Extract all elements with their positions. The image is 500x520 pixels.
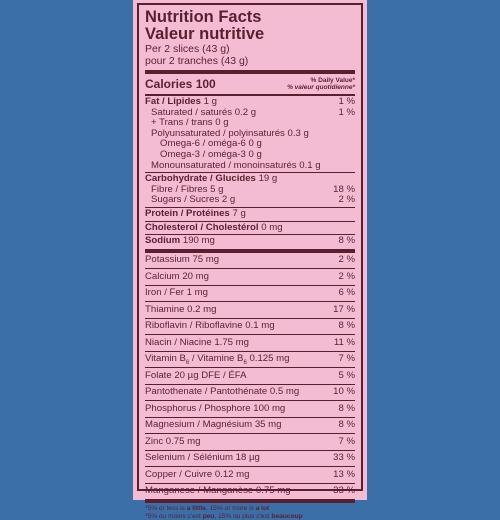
cholesterol-amount: 0 mg — [261, 221, 283, 233]
nutrient-pct: 8 % — [338, 419, 355, 431]
nutrient-row — [145, 483, 355, 500]
carb-label: Carbohydrate / Glucides — [145, 173, 256, 185]
nutrient-pct: 7 % — [338, 435, 355, 447]
nutrient-label: Thiamine 0.2 mg — [145, 303, 217, 315]
fibre-pct: 18 % — [333, 183, 355, 195]
vitamin-b6-en: Vitamin B — [145, 353, 186, 365]
nutrient-pct: 2 % — [338, 254, 355, 266]
subscript: 6 — [243, 360, 247, 367]
nutrient-pct: 5 % — [338, 369, 355, 381]
protein-label: Protein / Protéines — [145, 207, 230, 219]
sugars-pct: 2 % — [338, 194, 355, 206]
protein-row — [145, 208, 355, 221]
carb-group — [145, 173, 355, 207]
poly-label: Polyunsaturated / polyinsaturés 0.3 g — [151, 127, 309, 139]
nutrient-row — [145, 301, 355, 318]
saturated-label: Saturated / saturés 0.2 g — [151, 106, 257, 118]
title-en: Nutrition Facts — [145, 8, 262, 26]
footnote-text: *5% or less is — [145, 505, 187, 513]
nutrient-label: Selenium / Sélénium 18 µg — [145, 452, 260, 464]
nutrient-label: Phosphorus / Phosphore 100 mg — [145, 402, 286, 414]
subscript: 6 — [185, 360, 190, 367]
footnote-emphasis: a little — [186, 505, 206, 513]
trans-label: + Trans / trans 0 g — [151, 117, 229, 129]
nutrient-pct: 2 % — [338, 270, 355, 282]
mono-row — [145, 161, 355, 172]
saturated-pct: 1 % — [338, 106, 355, 118]
nutrient-label: Riboflavin / Riboflavine 0.1 mg — [145, 320, 275, 332]
fat-amount: 1 g — [203, 96, 217, 107]
cholesterol-label: Cholesterol / Cholestérol — [145, 221, 259, 233]
nutrient-label — [145, 354, 289, 365]
footnote-text: , 15% ou plus c'est — [214, 512, 272, 520]
nutrient-row — [145, 253, 355, 269]
sodium-row — [145, 235, 355, 248]
footnote-text: , 15% or more is — [205, 505, 256, 513]
dv-header-fr: % valeur quotidienne* — [287, 84, 355, 91]
fat-group — [145, 96, 355, 172]
nutrient-row — [145, 351, 355, 368]
vitamin-b6-fr: / Vitamine B — [189, 353, 244, 365]
nutrient-label: Manganese / Manganèse 0.75 mg — [145, 485, 291, 497]
fat-label: Fat / Lipides — [145, 96, 201, 107]
omega3-row — [145, 150, 355, 161]
nutrient-label: Calcium 20 mg — [145, 270, 209, 282]
nutrient-label: Pantothenate / Pantothénate 0.5 mg — [145, 386, 300, 398]
nutrient-label: Magnesium / Magnésium 35 mg — [145, 419, 282, 431]
nutrient-row — [145, 433, 355, 450]
sodium-label: Sodium — [145, 235, 181, 247]
sodium-pct: 8 % — [338, 235, 355, 247]
nutrient-label: Zinc 0.75 mg — [145, 435, 201, 447]
footnote-text: *5% ou moins c'est — [145, 512, 203, 520]
calories-row — [145, 74, 355, 94]
omega3-label: Omega-3 / oméga-3 0 g — [160, 148, 262, 160]
nutrient-pct: 11 % — [333, 336, 355, 348]
title-fr: Valeur nutritive — [145, 25, 265, 43]
mono-label: Monounsaturated / monoinsaturés 0.1 g — [151, 159, 321, 171]
footnote — [145, 503, 355, 520]
nutrient-pct: 8 % — [338, 320, 355, 332]
nutrient-label: Potassium 75 mg — [145, 254, 220, 266]
sodium-amount: 190 mg — [182, 235, 215, 247]
nutrient-row — [145, 367, 355, 384]
nutrient-row — [145, 450, 355, 467]
nutrient-pct: 6 % — [338, 287, 355, 299]
nutrient-row — [145, 384, 355, 401]
vitamin-b6-amount: 0.125 mg — [246, 353, 290, 365]
nutrient-label: Copper / Cuivre 0.12 mg — [145, 468, 250, 480]
fibre-label: Fibre / Fibres 5 g — [151, 183, 224, 195]
nutrient-pct: 10 % — [333, 386, 355, 398]
nutrition-facts-table — [137, 3, 363, 520]
sugars-row — [145, 195, 355, 206]
cholesterol-row — [145, 222, 355, 235]
nutrient-pct: 17 % — [333, 303, 355, 315]
nutrient-row — [145, 334, 355, 351]
nutrient-row — [145, 400, 355, 417]
daily-value-header — [287, 77, 355, 91]
nutrient-row — [145, 268, 355, 285]
serving-size-en: Per 2 slices (43 g) — [145, 43, 230, 55]
footnote-emphasis: peu — [202, 512, 215, 520]
fat-row — [145, 97, 355, 108]
nutrient-row — [145, 285, 355, 302]
nutrient-pct: 7 % — [338, 353, 355, 365]
nutrient-row — [145, 417, 355, 434]
fat-pct: 1 % — [338, 96, 355, 107]
vitamin-mineral-list — [145, 253, 355, 500]
footnote-emphasis: a lot — [255, 505, 270, 513]
nutrient-pct: 8 % — [338, 402, 355, 414]
footnote-en — [145, 505, 355, 512]
nutrient-label: Iron / Fer 1 mg — [145, 287, 208, 299]
footnote-fr — [145, 513, 355, 520]
nutrient-row — [145, 466, 355, 483]
calories-label: Calories 100 — [145, 77, 216, 91]
nutrient-label: Folate 20 µg DFE / ÉFA — [145, 369, 247, 381]
omega6-label: Omega-6 / oméga-6 0 g — [160, 138, 262, 150]
dv-header-en: % Daily Value* — [310, 77, 355, 84]
nutrient-row — [145, 318, 355, 335]
nutrient-pct: 33 % — [333, 452, 355, 464]
nutrient-label: Niacin / Niacine 1.75 mg — [145, 336, 249, 348]
serving-size-fr: pour 2 tranches (43 g) — [145, 55, 249, 67]
nutrient-pct: 13 % — [333, 468, 355, 480]
nutrient-pct: 33 % — [333, 485, 355, 497]
footnote-emphasis: beaucoup — [271, 512, 303, 520]
protein-amount: 7 g — [232, 207, 246, 219]
carb-amount: 19 g — [258, 173, 278, 185]
sugars-label: Sugars / Sucres 2 g — [151, 194, 236, 206]
